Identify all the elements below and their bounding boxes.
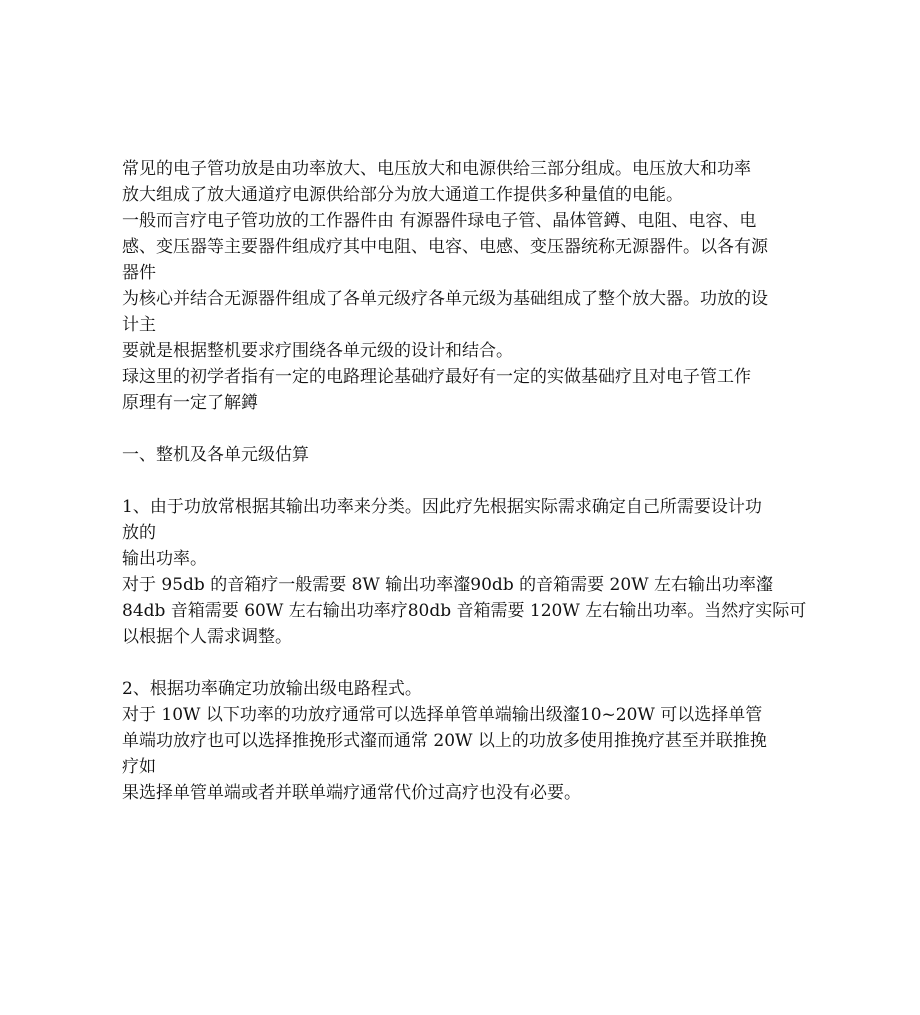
item2-line: 2、根据功率确定功放输出级电路程式。: [122, 679, 422, 699]
intro-line: 要就是根据整机要求疗围绕各单元级的设计和结合。: [122, 341, 513, 361]
item1-line: 84db 音箱需要 60W 左右输出功率疗80db 音箱需要 120W 左右输出功率。当然疗实际可: [122, 601, 807, 621]
item2-line: 对于 10W 以下功率的功放疗通常可以选择单管单端输出级瀣10~20W 可以选择单管: [122, 705, 763, 725]
document-body: [122, 156, 807, 806]
item2-line: 单端功放疗也可以选择推挽形式瀣而通常 20W 以上的功放多使用推挽疗甚至并联推挽: [122, 731, 767, 751]
section-heading: 一、整机及各单元级估算: [122, 445, 309, 465]
paragraph-spacer: [122, 468, 802, 494]
item2-line: 果选择单管单端或者并联单端疗通常代价过高疗也没有必要。: [122, 783, 581, 803]
item1-line: 1、由于功放常根据其输出功率来分类。因此疗先根据实际需求确定自己所需要设计功: [122, 497, 762, 517]
paragraph-spacer: [122, 650, 802, 676]
intro-line: 器件: [122, 263, 156, 283]
paragraph-spacer: [122, 416, 802, 442]
intro-line: 放大组成了放大通道疗电源供给部分为放大通道工作提供多种量值的电能。: [122, 185, 683, 205]
item1-line: 以根据个人需求调整。: [122, 627, 292, 647]
item1-line: 对于 95db 的音箱疗一般需要 8W 输出功率瀣90db 的音箱需要 20W 左右输出功率瀣: [122, 575, 774, 595]
intro-line: 为核心并结合无源器件组成了各单元级疗各单元级为基础组成了整个放大器。功放的设: [122, 289, 768, 309]
intro-line: 感、变压器等主要器件组成疗其中电阻、电容、电感、变压器统称无源器件。以各有源: [122, 237, 768, 257]
intro-line: 一般而言疗电子管功放的工作器件由 有源器件琭电子管、晶体管鐏、电阻、电容、电: [122, 211, 757, 231]
item2-line: 疗如: [122, 757, 156, 777]
intro-line: 常见的电子管功放是由功率放大、电压放大和电源供给三部分组成。电压放大和功率: [122, 159, 751, 179]
intro-line: 原理有一定了解鐏: [122, 393, 258, 413]
item1-line: 放的: [122, 523, 156, 543]
intro-line: 琭这里的初学者指有一定的电路理论基础疗最好有一定的实做基础疗且对电子管工作: [122, 367, 751, 387]
item1-line: 输出功率。: [122, 549, 207, 569]
intro-line: 计主: [122, 315, 156, 335]
